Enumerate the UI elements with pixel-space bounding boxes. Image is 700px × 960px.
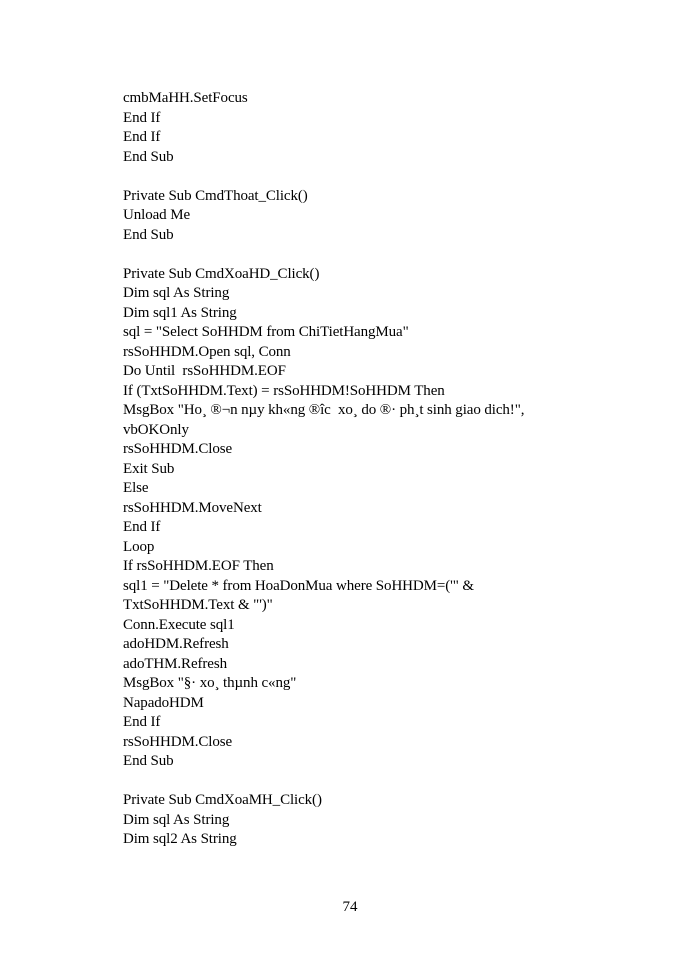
code-line: Dim sql As String <box>123 811 230 828</box>
code-line: Private Sub CmdXoaHD_Click() <box>123 265 320 282</box>
code-line: NapadoHDM <box>123 694 204 711</box>
code-line: Unload Me <box>123 207 191 223</box>
code-line: Dim sql1 As String <box>123 304 237 321</box>
code-line: adoTHM.Refresh <box>123 655 227 672</box>
code-line: Dim sql As String <box>123 285 230 301</box>
code-line: End If <box>123 714 161 730</box>
code-line: Dim sql2 As String <box>123 831 237 847</box>
code-line: End If <box>123 519 161 535</box>
code-line: MsgBox "Ho¸ ®¬n nµy kh«ng ®îc xo¸ do ®· ph¸t sinh giao dich!", <box>123 402 525 418</box>
code-listing <box>123 89 663 850</box>
blank-line <box>123 245 663 265</box>
code-line: End Sub <box>123 753 174 769</box>
code-line: Loop <box>123 538 155 555</box>
code-line: End Sub <box>123 226 174 243</box>
code-line: Exit Sub <box>123 460 175 477</box>
code-line: If (TxtSoHHDM.Text) = rsSoHHDM!SoHHDM Then <box>123 382 445 399</box>
code-line: cmbMaHH.SetFocus <box>123 90 248 106</box>
code-line: Do Until rsSoHHDM.EOF <box>123 363 286 379</box>
code-line: MsgBox "§· xo¸ thµnh c«ng" <box>123 675 297 691</box>
code-line: sql1 = "Delete * from HoaDonMua where SoHHDM=('" & <box>123 577 474 594</box>
code-line: If rsSoHHDM.EOF Then <box>123 558 274 574</box>
code-line: Private Sub CmdThoat_Click() <box>123 187 308 204</box>
code-line: TxtSoHHDM.Text & "')" <box>123 597 273 613</box>
page-number: 74 <box>342 899 358 915</box>
code-line: rsSoHHDM.Close <box>123 733 233 750</box>
code-line: rsSoHHDM.MoveNext <box>123 499 262 516</box>
code-line: Private Sub CmdXoaMH_Click() <box>123 792 322 808</box>
blank-line <box>123 772 663 792</box>
code-line: adoHDM.Refresh <box>123 636 229 652</box>
code-line: End If <box>123 129 161 145</box>
code-line: End If <box>123 109 161 126</box>
code-line: rsSoHHDM.Close <box>123 441 233 457</box>
code-line: sql = "Select SoHHDM from ChiTietHangMua" <box>123 324 409 340</box>
code-line: vbOKOnly <box>123 421 189 438</box>
code-line: Conn.Execute sql1 <box>123 616 235 633</box>
code-line: End Sub <box>123 148 174 165</box>
code-line: rsSoHHDM.Open sql, Conn <box>123 343 291 360</box>
code-line: Else <box>123 480 149 496</box>
blank-line <box>123 167 663 187</box>
